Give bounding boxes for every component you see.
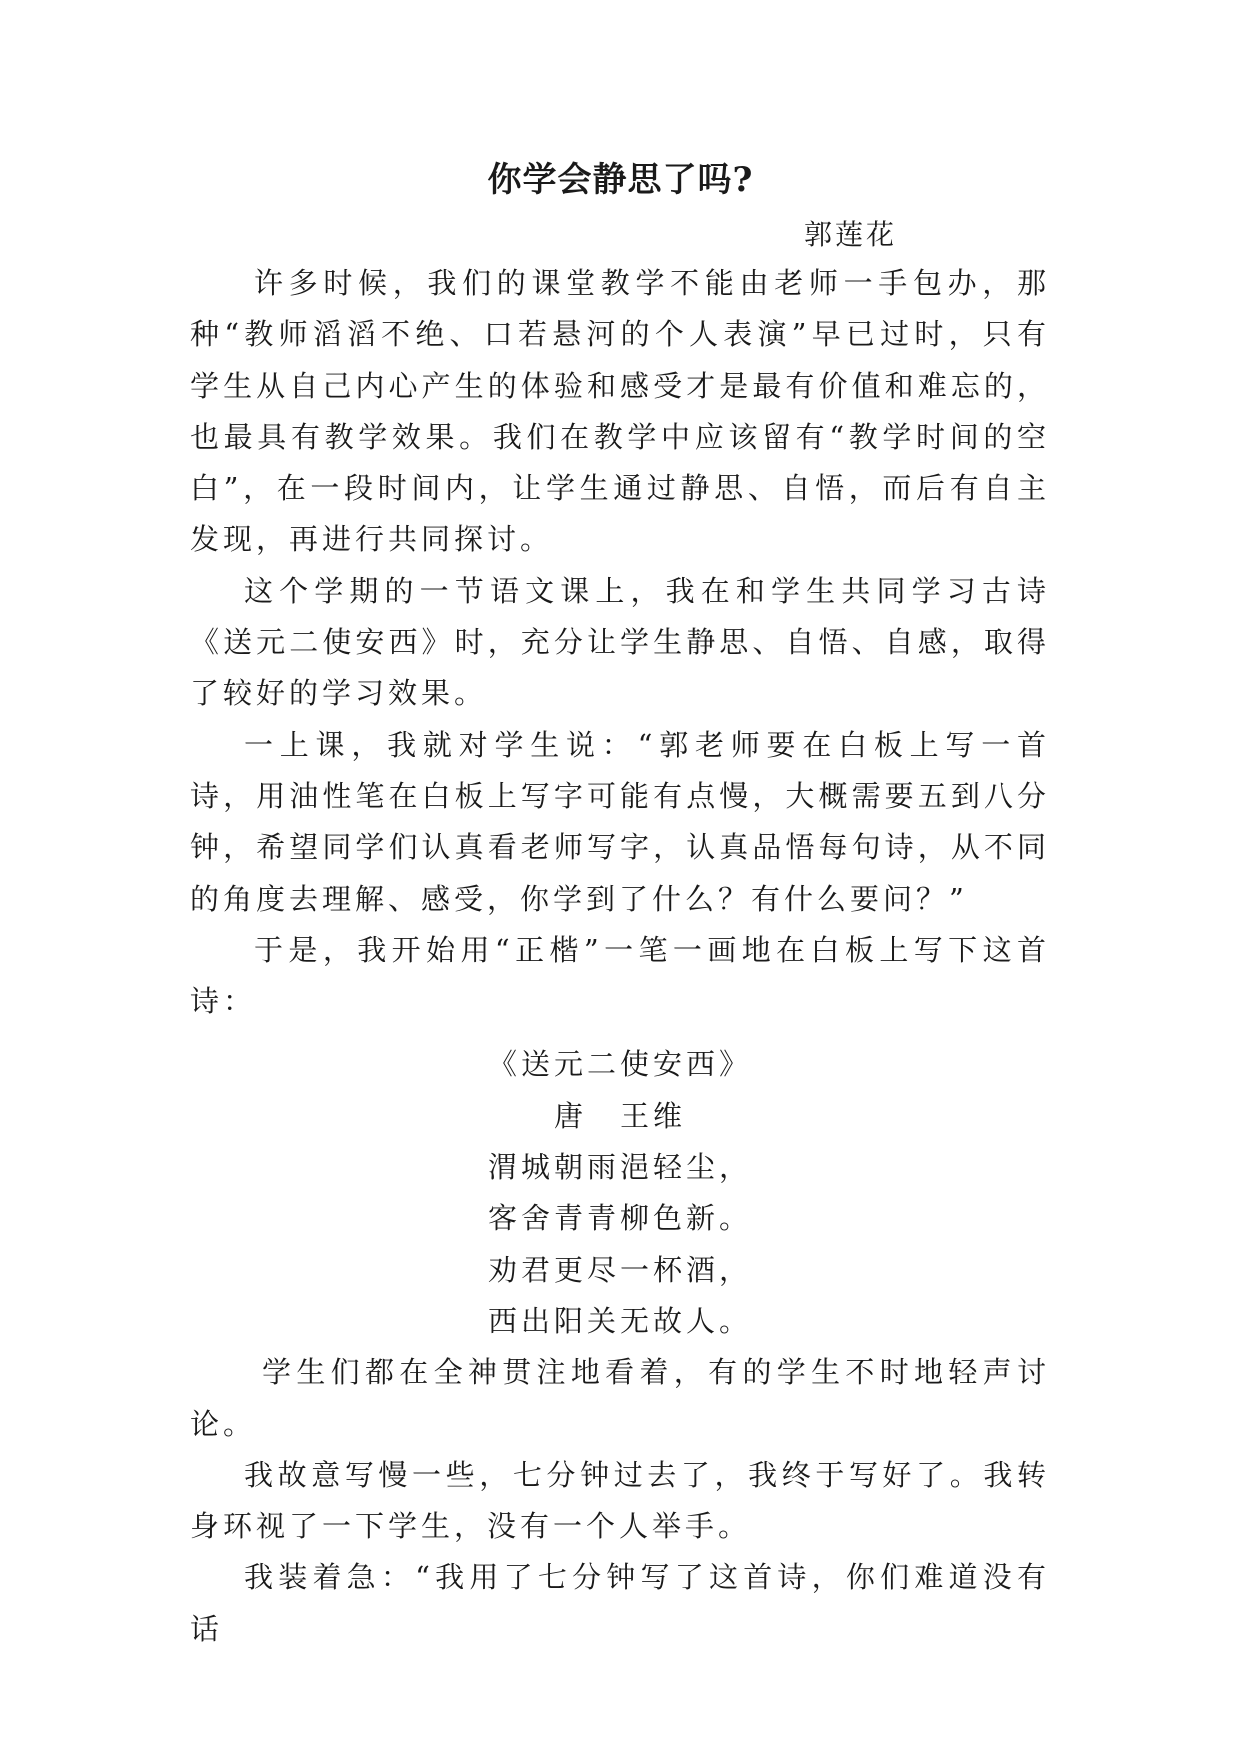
poem-line: 客舍青青柳色新。 [487,1201,752,1236]
poem-line: 西出阳关无故人。 [487,1303,752,1338]
poem-title: 《送元二使安西》 [487,1047,752,1082]
author-name: 郭莲花 [804,218,898,251]
paragraph: 于是，我开始用“正楷”一笔一画地在白板上写下这首诗： [190,932,1050,1019]
paragraph: 我故意写慢一些，七分钟过去了，我终于写好了。我转身环视了一下学生，没有一个人举手。 [190,1457,1050,1544]
paragraph: 我装着急：“我用了七分钟写了这首诗，你们难道没有话 [190,1560,1050,1646]
paragraph: 许多时候，我们的课堂教学不能由老师一手包办，那种“教师滔滔不绝、口若悬河的个人表演”早已过时，只有学生从自己内心产生的体验和感受才是最有价值和难忘的，也最具有教学效果。我们在教学中应该留有“教学时间的空白”，在一段时间内，让学生通过静思、自悟，而后有自主发现，再进行共同探讨。 [190,266,1050,557]
poem-author: 唐 王维 [553,1098,686,1133]
paragraph: 一上课，我就对学生说：“郭老师要在白板上写一首诗，用油性笔在白板上写字可能有点慢，大概需要五到八分钟，希望同学们认真看老师写字，认真品悟每句诗，从不同的角度去理解、感受，你学到了什么？有什么要问？” [190,727,1050,916]
paragraph: 这个学期的一节语文课上，我在和学生共同学习古诗《送元二使安西》时，充分让学生静思、自悟、自感，取得了较好的学习效果。 [190,573,1050,711]
article-body [190,258,1050,1655]
document-title: 你学会静思了吗? [487,160,754,200]
paragraph: 学生们都在全神贯注地看着，有的学生不时地轻声讨论。 [190,1355,1050,1441]
poem-line: 劝君更尽一杯酒， [487,1252,752,1287]
poem-block [190,1039,1050,1347]
poem-line: 渭城朝雨浥轻尘， [487,1150,752,1185]
